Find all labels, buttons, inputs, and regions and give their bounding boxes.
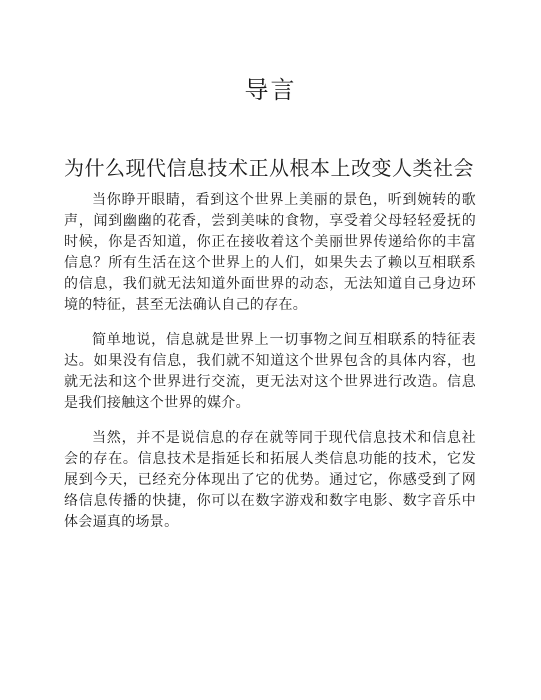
section-heading: 为什么现代信息技术正从根本上改变人类社会 <box>64 156 474 180</box>
body-text <box>64 190 476 547</box>
paragraph-1: 当你睁开眼睛，看到这个世界上美丽的景色，听到婉转的歌声，闻到幽幽的花香，尝到美味的食物，享受着父母轻轻爱抚的时候，你是否知道，你正在接收着这个美丽世界传递给你的丰富信息？所有生活在这个世界上的人们，如果失去了赖以互相联系的信息，我们就无法知道外面世界的动态，无法知道自己身边环境的特征，甚至无法确认自己的存在。 <box>64 192 476 313</box>
paragraph-3: 当然，并不是说信息的存在就等同于现代信息技术和信息社会的存在。信息技术是指延长和拓展人类信息功能的技术，它发展到今天，已经充分体现出了它的优势。通过它，你感受到了网络信息传播的快捷，你可以在数字游戏和数字电影、数字音乐中体会逼真的场景。 <box>64 430 476 530</box>
page-title: 导言 <box>244 76 297 104</box>
paragraph-2: 简单地说，信息就是世界上一切事物之间互相联系的特征表达。如果没有信息，我们就不知道这个世界包含的具体内容，也就无法和这个世界进行交流，更无法对这个世界进行改造。信息是我们接触这个世界的媒介。 <box>64 332 476 411</box>
